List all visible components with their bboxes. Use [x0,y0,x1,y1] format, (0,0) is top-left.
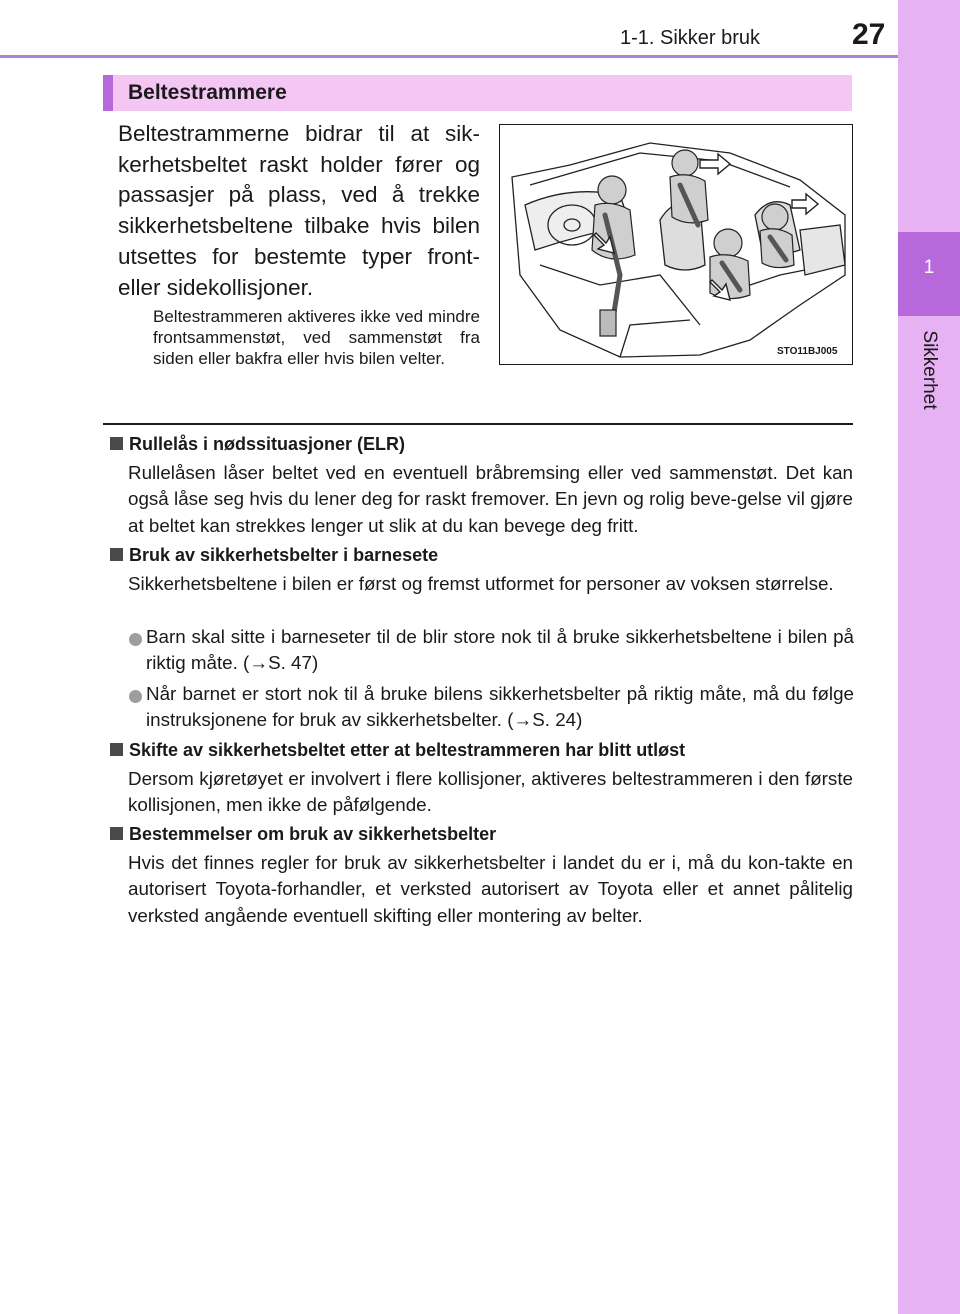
chapter-side-tab [898,0,960,1314]
square-bullet-icon [110,548,123,561]
chapter-number: 1 [923,257,935,278]
paragraph-regulations: Hvis det finnes regler for bruk av sikkerhetsbelter i landet du er i, må du kon-takte en autorisert Toyota-forhandler, et verksted autorisert av Toyota eller et annet pålitelig verksted angående eventuell skifting eller montering av belter. [128,852,853,926]
square-bullet-icon [110,743,123,756]
seatbelt-pretensioner-illustration [499,124,853,365]
section-reference: 1-1. Sikker bruk [620,27,761,49]
round-bullet-icon [129,633,142,646]
car-interior-drawing [500,125,853,365]
square-bullet-icon [110,437,123,450]
paragraph-replacement: Dersom kjøretøyet er involvert i flere kollisjoner, aktiveres beltestrammeren i den første kollisjonen, men ikke de påfølgende. [128,768,853,816]
section-heading [103,75,852,111]
subheading-text: Bestemmelser om bruk av sikkerhetsbelter [129,824,497,844]
subheading-replacement [110,740,685,761]
paragraph-elr: Rullelåsen låser beltet ved en eventuell bråbremsing eller ved sammenstøt. Det kan også låse seg hvis du lener deg for raskt fremover. En jevn og rolig beve-gelse vil gjøre at beltet kan strekkes lenger ut slik at du kan bevege deg fritt. [128,462,853,536]
header-rule [0,55,898,58]
bullet-item-adult-belt: Når barnet er stort nok til å bruke bilens sikkerhetsbelter på riktig måte, må du følge instruksjonene for bruk av sikkerhetsbelter. (→S. 24) [146,683,854,731]
square-bullet-icon [110,827,123,840]
figure-code: STO11BJ005 [777,346,838,357]
subheading-text: Bruk av sikkerhetsbelter i barnesete [129,545,439,565]
section-divider [103,423,853,425]
subheading-elr [110,434,405,455]
subheading-regulations [110,824,496,845]
subheading-text: Skifte av sikkerhetsbeltet etter at beltestrammeren har blitt utløst [129,740,686,760]
paragraph-child-seat: Sikkerhetsbeltene i bilen er først og fremst utformet for personer av voksen størrelse. [128,573,834,594]
bullet-item-child-seat: Barn skal sitte i barneseter til de blir store nok til å bruke sikkerhetsbeltene i bilen på riktig måte. (→S. 47) [146,626,854,674]
round-bullet-icon [129,690,142,703]
intro-note: Beltestrammeren aktiveres ikke ved mindre frontsammenstøt, ved sammenstøt fra siden eller bakfra eller hvis bilen velter. [153,307,480,368]
chapter-title: Sikkerhet [919,330,940,410]
subheading-text: Rullelås i nødssituasjoner (ELR) [129,434,406,454]
intro-paragraph: Beltestrammerne bidrar til at sik-kerhetsbeltet raskt holder fører og passasjer på plass, ved å trekke sikkerhetsbeltene tilbake hvis bilen utsettes for bestemte typer front- eller sidekollisjoner. [118,121,480,300]
page-number: 27 [852,18,886,51]
section-heading-text: Beltestrammere [128,81,287,104]
subheading-child-seat [110,545,438,566]
